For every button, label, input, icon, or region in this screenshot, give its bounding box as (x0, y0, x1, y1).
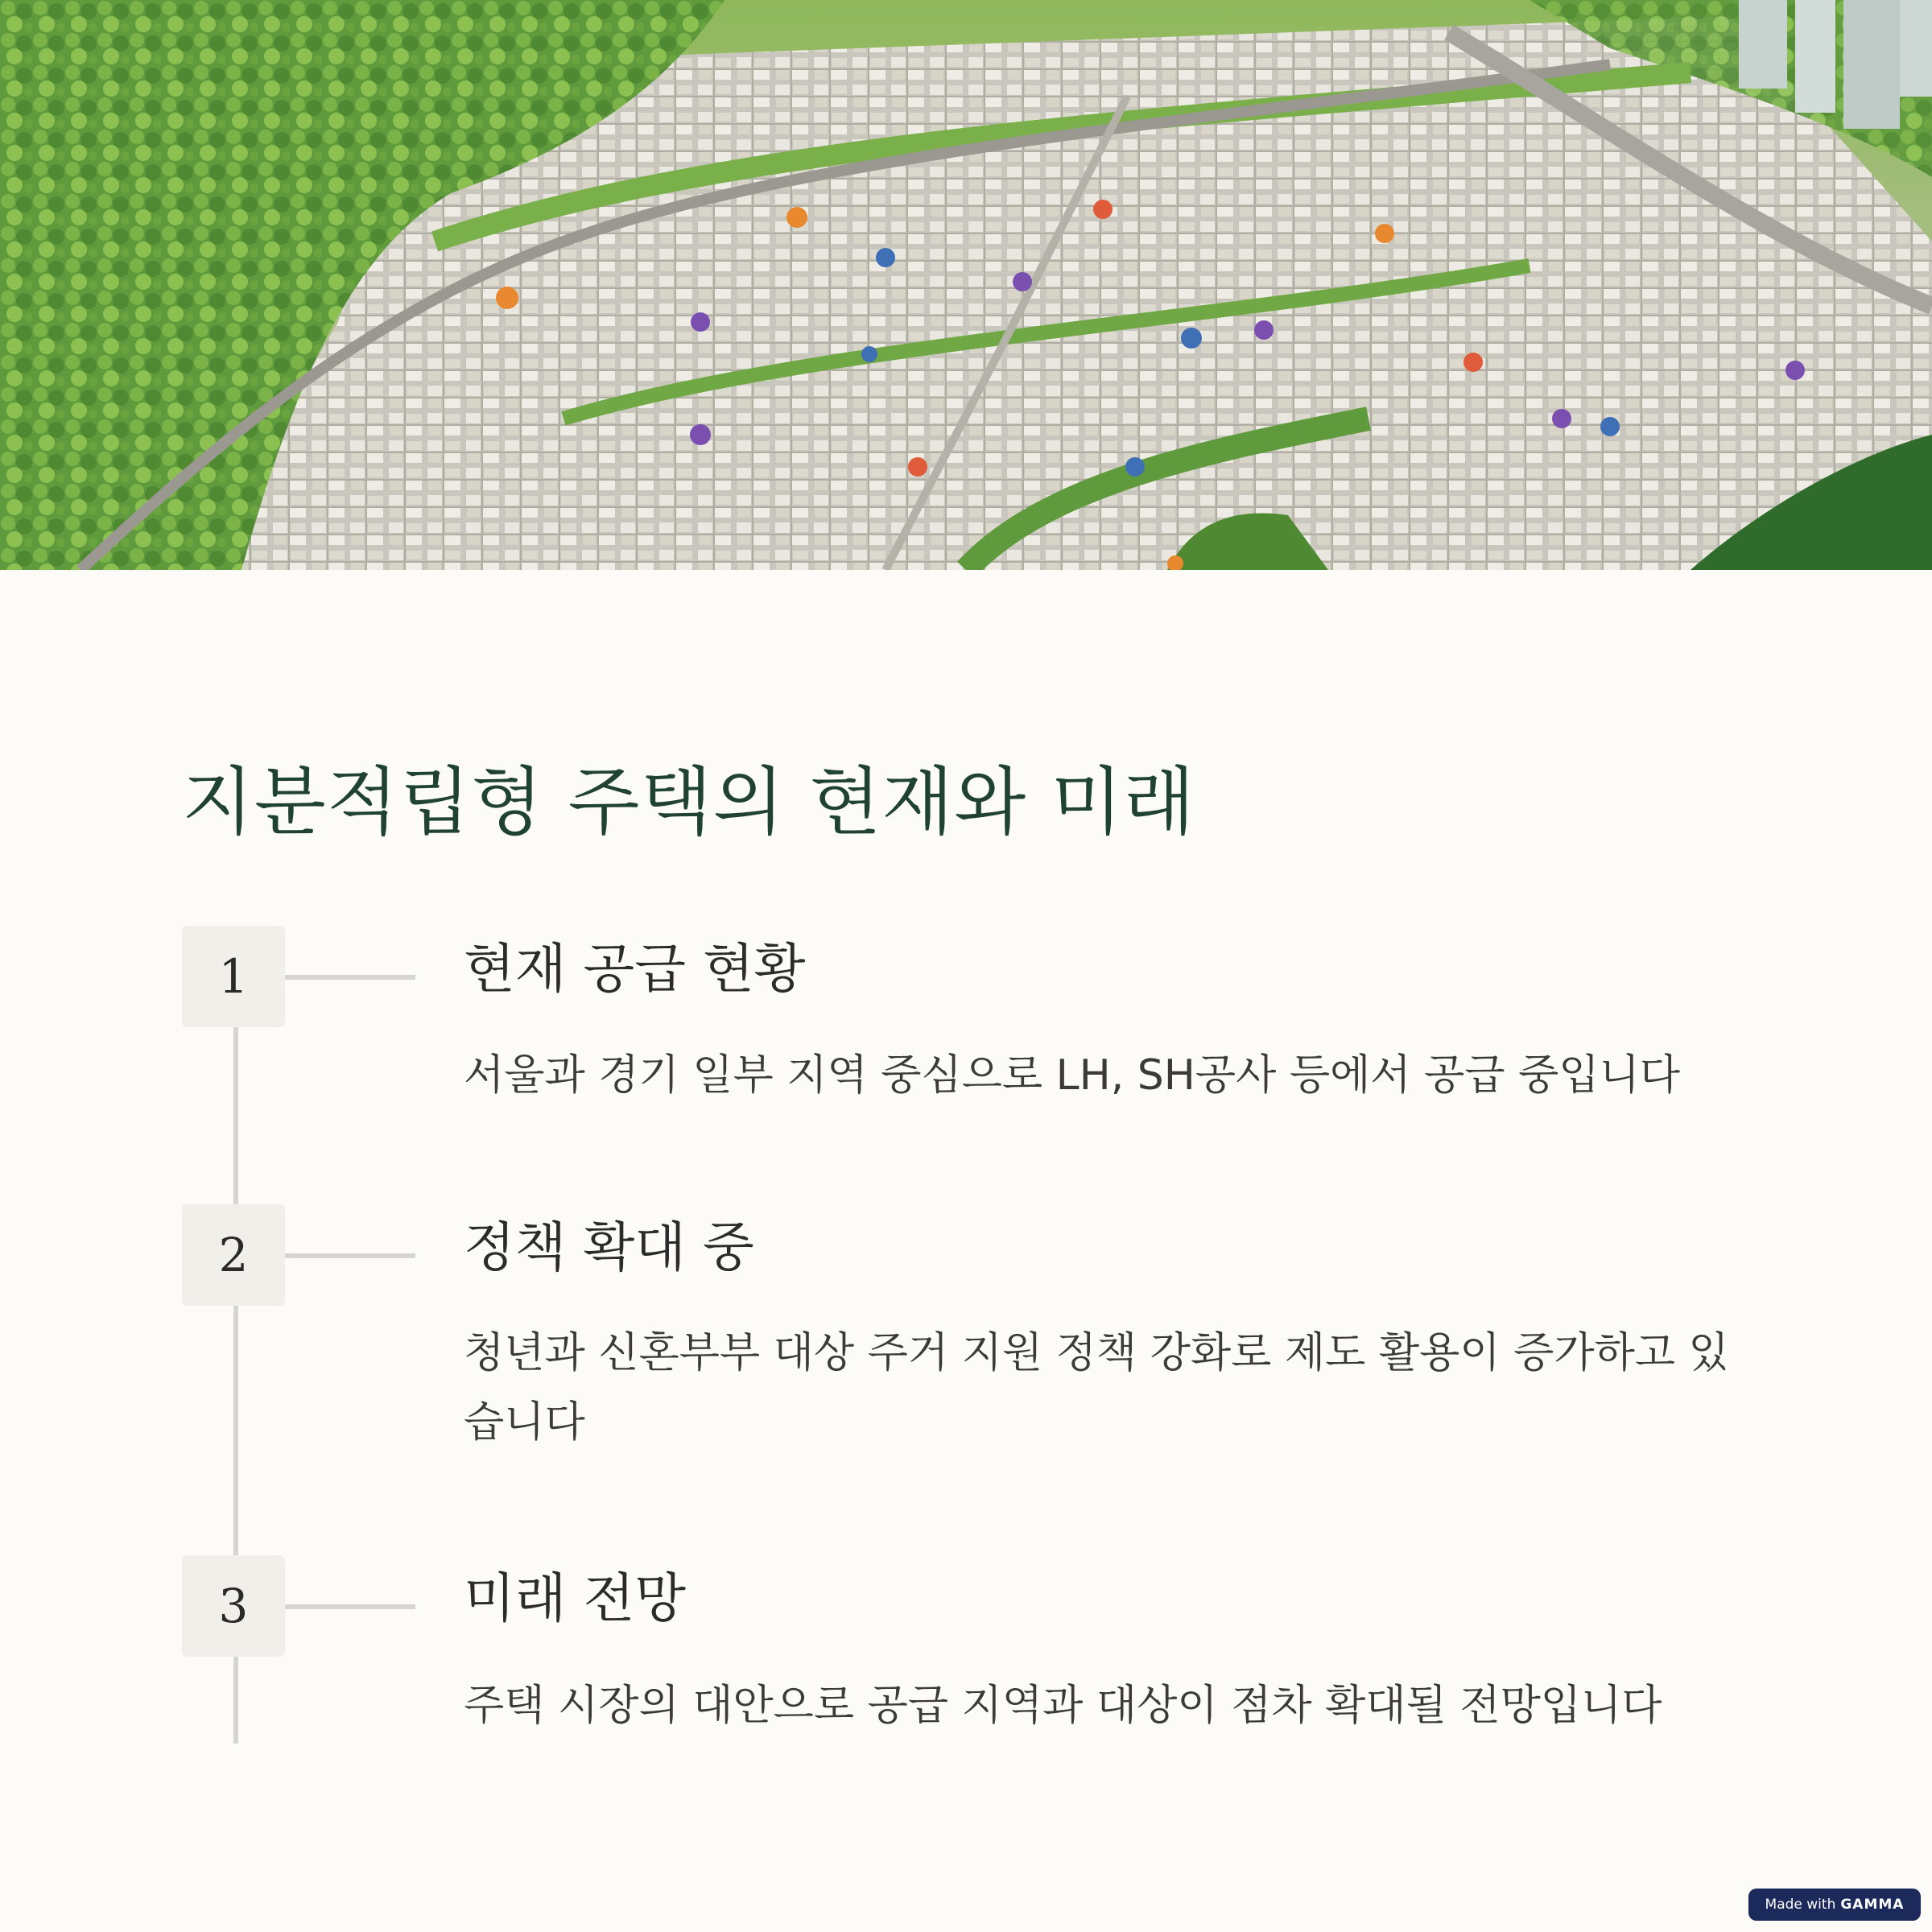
timeline-line-3 (233, 1657, 238, 1744)
hero-city-illustration (0, 0, 1932, 570)
step-connector-3 (285, 1604, 415, 1609)
badge-prefix: Made with (1765, 1897, 1836, 1913)
gamma-logo: GAMMA (1840, 1897, 1905, 1913)
timeline-line-2 (233, 1306, 238, 1557)
step-connector-2 (285, 1253, 415, 1258)
page-title: 지분적립형 주택의 현재와 미래 (182, 759, 1196, 845)
step-body-1: 서울과 경기 일부 지역 중심으로 LH, SH공사 등에서 공급 중입니다 (464, 1051, 1681, 1100)
made-with-gamma-badge[interactable] (1748, 1889, 1921, 1921)
step-number-box-2: 2 (182, 1204, 285, 1306)
step-heading-1: 현재 공급 현황 (464, 938, 806, 1000)
step-heading-3: 미래 전망 (464, 1567, 687, 1629)
step-heading-2: 정책 확대 중 (464, 1216, 754, 1278)
timeline-line-1 (233, 1027, 238, 1206)
step-number-box-3: 3 (182, 1555, 285, 1657)
step-connector-1 (285, 975, 415, 980)
city-illustration-graphic (0, 0, 1932, 570)
step-number-box-1: 1 (182, 926, 285, 1027)
step-body-2: 청년과 신혼부부 대상 주거 지원 정책 강화로 제도 활용이 증가하고 있습니다 (464, 1329, 1729, 1447)
step-body-3: 주택 시장의 대안으로 공급 지역과 대상이 점차 확대될 전망입니다 (464, 1682, 1662, 1730)
